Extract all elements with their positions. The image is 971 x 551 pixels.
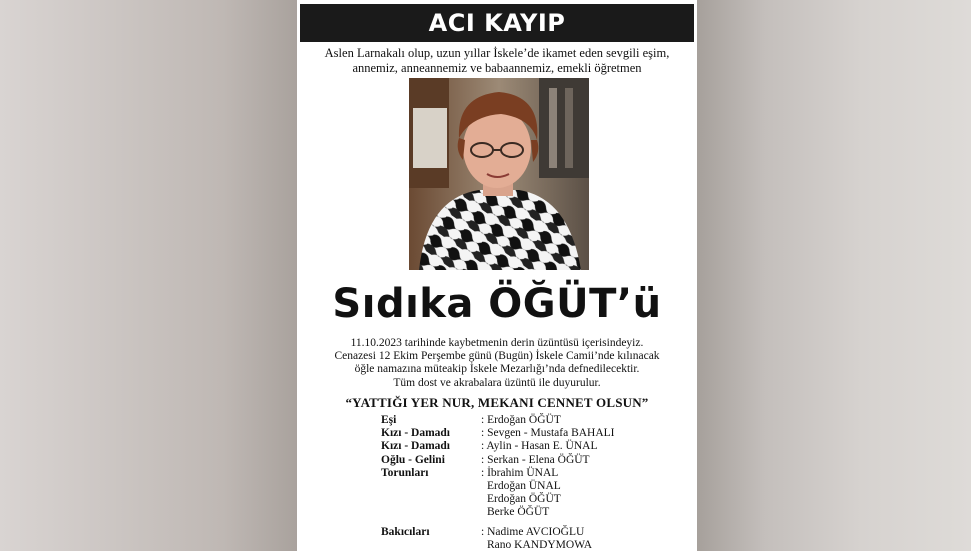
- deceased-name: Sıdıka ÖĞÜT’ü: [332, 281, 662, 327]
- family-relation: Kızı - Damadı: [381, 427, 450, 440]
- family-list: [381, 414, 681, 551]
- family-name: Erdoğan ÜNAL: [487, 480, 561, 493]
- family-row: [381, 526, 681, 551]
- intro-line: annemiz, anneannemiz ve babaannemiz, emekli öğretmen: [352, 61, 642, 75]
- family-names: [481, 414, 681, 427]
- family-name: Rano KANDYMOWA: [487, 538, 593, 551]
- family-row: [381, 440, 681, 453]
- family-name: : Sevgen - Mustafa BAHALI: [481, 427, 615, 440]
- family-names: [481, 467, 681, 520]
- family-row: [381, 414, 681, 427]
- notice-line: Cenazesi 12 Ekim Perşembe günü (Bugün) İskele Camii’nde kılınacak: [334, 350, 660, 363]
- family-names: [481, 526, 681, 551]
- family-relation: Oğlu - Gelini: [381, 453, 445, 466]
- family-relation: Kızı - Damadı: [381, 440, 450, 453]
- family-row: [381, 467, 681, 520]
- prayer-text: “YATTIĞI YER NUR, MEKANI CENNET OLSUN”: [345, 395, 649, 410]
- family-names: [481, 454, 681, 467]
- family-relation: Bakıcıları: [381, 525, 430, 538]
- notice-line: 11.10.2023 tarihinde kaybetmenin derin üzüntüsü içerisindeyiz.: [350, 337, 644, 349]
- family-name: : Erdoğan ÖĞÜT: [481, 414, 561, 426]
- notice-text: [303, 337, 691, 390]
- family-relation: Torunları: [381, 466, 429, 479]
- obituary-page: [297, 0, 697, 551]
- family-row: [381, 454, 681, 467]
- family-name: Berke ÖĞÜT: [487, 506, 550, 519]
- family-row: [381, 427, 681, 440]
- family-name: : Serkan - Elena ÖĞÜT: [481, 453, 590, 466]
- header-banner: ACI KAYIP: [300, 4, 694, 42]
- intro-text: [303, 46, 691, 76]
- background-right: [697, 0, 971, 551]
- notice-line: Tüm dost ve akrabalara üzüntü ile duyurulur.: [393, 376, 601, 389]
- family-names: [481, 440, 681, 453]
- family-name: : İbrahim ÜNAL: [481, 466, 559, 479]
- family-relation: Eşi: [381, 414, 397, 426]
- intro-line: Aslen Larnakalı olup, uzun yıllar İskele’de ikamet eden sevgili eşim,: [324, 46, 670, 60]
- portrait-photo: [409, 78, 589, 270]
- family-names: [481, 427, 681, 440]
- family-name: : Aylin - Hasan E. ÜNAL: [481, 440, 598, 453]
- family-name: : Nadime AVCIOĞLU: [481, 525, 585, 538]
- family-name: Erdoğan ÖĞÜT: [487, 493, 561, 506]
- background-left: [0, 0, 297, 551]
- notice-line: öğle namazına müteakip İskele Mezarlığı’nda defnedilecektir.: [354, 363, 640, 376]
